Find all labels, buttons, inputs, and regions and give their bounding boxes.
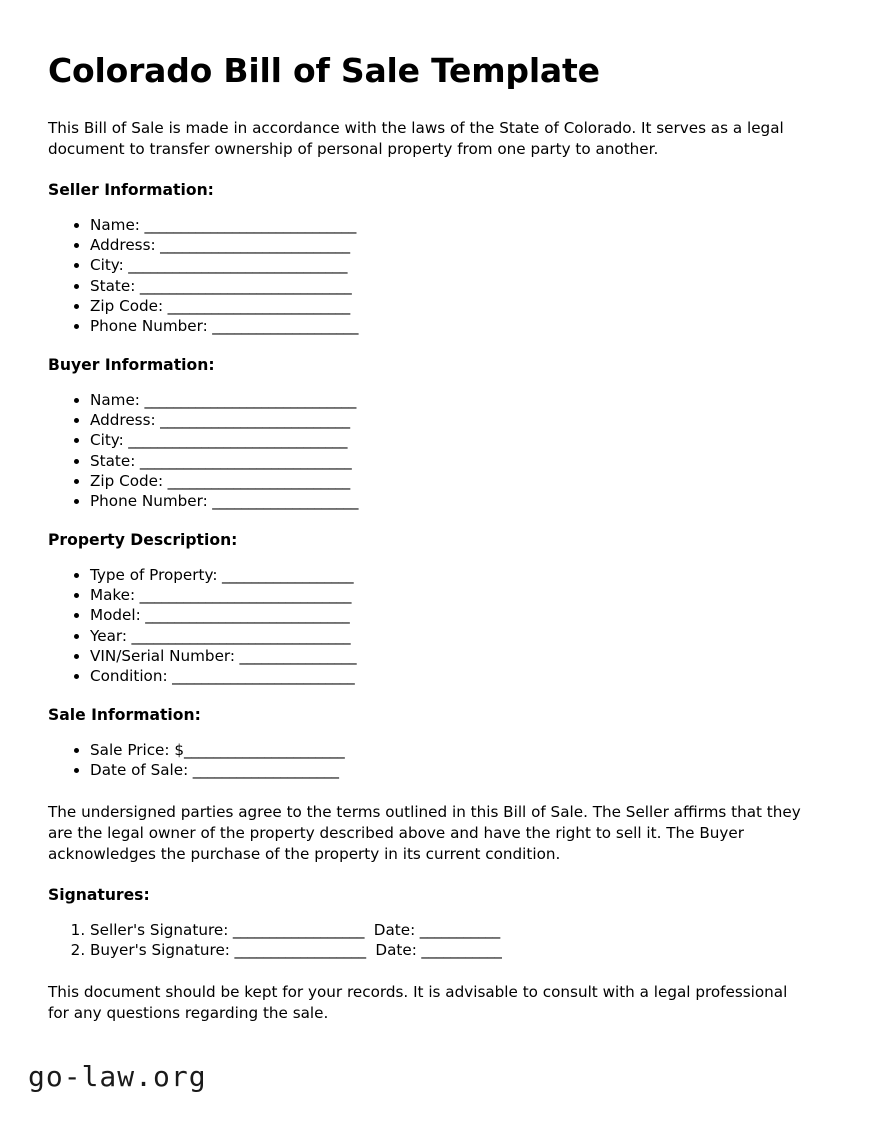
buyer-information-fields xyxy=(48,390,810,511)
list-item xyxy=(90,390,810,410)
signature-label: Buyer's Signature: xyxy=(90,940,230,959)
field-label: Date of Sale: xyxy=(90,761,189,780)
field-label: VIN/Serial Number: xyxy=(90,646,236,665)
document-body xyxy=(48,52,810,1023)
list-item xyxy=(90,740,810,760)
sale-information-heading: Sale Information: xyxy=(48,706,201,725)
list-item xyxy=(90,491,810,511)
list-item xyxy=(90,296,810,316)
field-label: State: xyxy=(90,451,136,470)
field-blank[interactable]: ____________________ xyxy=(188,761,339,780)
signature-entries xyxy=(48,920,810,960)
list-item xyxy=(90,626,810,646)
signature-label: Seller's Signature: xyxy=(90,920,229,939)
date-blank[interactable]: ___________ xyxy=(415,920,500,939)
seller-information-fields xyxy=(48,215,810,336)
field-label: Name: xyxy=(90,391,140,410)
field-blank[interactable]: _________________________ xyxy=(163,471,350,490)
date-label: Date: xyxy=(375,940,417,959)
field-label: Address: xyxy=(90,236,156,255)
list-item xyxy=(90,760,810,780)
list-item xyxy=(90,316,810,336)
field-blank[interactable]: _____________________________ xyxy=(135,276,352,295)
signatures-heading: Signatures: xyxy=(48,886,150,905)
list-item xyxy=(90,585,810,605)
list-item xyxy=(90,215,810,235)
field-blank[interactable]: ______________________________ xyxy=(123,431,348,450)
field-blank[interactable]: ____________________ xyxy=(207,492,359,511)
field-label: Phone Number: xyxy=(90,317,208,336)
field-label: Make: xyxy=(90,586,136,605)
field-label: City: xyxy=(90,256,124,275)
list-item xyxy=(90,255,810,275)
spacer xyxy=(48,375,810,390)
spacer xyxy=(48,336,810,356)
spacer xyxy=(48,159,810,181)
list-item xyxy=(90,605,810,625)
field-blank[interactable]: _____________________________ xyxy=(139,216,356,234)
field-label: City: xyxy=(90,431,124,450)
list-item xyxy=(90,565,810,585)
field-blank[interactable]: _________________________ xyxy=(167,667,355,686)
list-item xyxy=(90,430,810,450)
field-label: Zip Code: xyxy=(90,471,164,490)
field-blank[interactable]: __________________________ xyxy=(155,411,350,430)
sale-information-fields xyxy=(48,740,810,780)
field-blank[interactable]: _____________________________ xyxy=(139,391,356,410)
spacer xyxy=(48,780,810,802)
date-blank[interactable]: ___________ xyxy=(416,940,502,959)
field-label: Model: xyxy=(90,606,141,625)
list-item xyxy=(90,940,810,960)
spacer xyxy=(48,200,810,215)
intro-paragraph: This Bill of Sale is made in accordance with the laws of the State of Colorado. It serves as a legal document to transfer ownership of personal property from one party to another. xyxy=(48,119,784,158)
field-label: Address: xyxy=(90,411,156,430)
field-blank[interactable]: _____________________________ xyxy=(135,586,352,605)
field-blank[interactable]: _________________________ xyxy=(163,296,350,315)
field-blank[interactable]: ____________________________ xyxy=(140,606,350,625)
agreement-paragraph: The undersigned parties agree to the terms outlined in this Bill of Sale. The Seller affirms that they are the legal owner of the property described above and have the right to sell it. The Buyer acknowledges the purchase of the property in its current condition. xyxy=(48,803,801,863)
field-blank[interactable]: _____________________________ xyxy=(135,451,352,470)
list-item xyxy=(90,646,810,666)
list-item xyxy=(90,920,810,940)
field-label: Type of Property: xyxy=(90,566,218,585)
spacer xyxy=(48,686,810,706)
field-label: Condition: xyxy=(90,667,168,686)
date-label: Date: xyxy=(373,920,416,939)
field-blank[interactable]: ______________________________ xyxy=(123,256,348,275)
closing-paragraph: This document should be kept for your records. It is advisable to consult with a legal professional for any questions regarding the sale. xyxy=(48,983,788,1022)
spacer xyxy=(48,550,810,565)
list-item xyxy=(90,410,810,430)
field-blank[interactable]: ________________ xyxy=(235,646,357,665)
list-item xyxy=(90,276,810,296)
spacer xyxy=(48,511,810,531)
property-description-fields xyxy=(48,565,810,686)
spacer xyxy=(48,960,810,982)
list-item xyxy=(90,235,810,255)
field-label: Sale Price: $ xyxy=(90,741,184,760)
field-label: Year: xyxy=(90,626,128,645)
field-blank[interactable]: ______________________________ xyxy=(127,626,351,645)
footer-brand-logo: go-law.org xyxy=(28,1060,207,1093)
buyer-information-heading: Buyer Information: xyxy=(48,356,215,375)
field-blank[interactable]: __________________ xyxy=(217,566,354,585)
spacer xyxy=(48,864,810,886)
list-item xyxy=(90,451,810,471)
signature-blank[interactable]: __________________ xyxy=(229,940,366,959)
property-description-heading: Property Description: xyxy=(48,531,238,550)
field-blank[interactable]: ____________________ xyxy=(207,317,359,336)
spacer xyxy=(48,725,810,740)
signature-blank[interactable]: __________________ xyxy=(228,920,365,939)
field-blank[interactable]: ______________________ xyxy=(184,741,345,760)
seller-information-heading: Seller Information: xyxy=(48,181,214,200)
list-item xyxy=(90,471,810,491)
field-blank[interactable]: __________________________ xyxy=(155,236,350,255)
list-item xyxy=(90,666,810,686)
field-label: State: xyxy=(90,276,136,295)
field-label: Phone Number: xyxy=(90,492,208,511)
page-title: Colorado Bill of Sale Template xyxy=(48,51,600,90)
spacer xyxy=(48,905,810,920)
field-label: Name: xyxy=(90,216,140,234)
field-label: Zip Code: xyxy=(90,296,164,315)
